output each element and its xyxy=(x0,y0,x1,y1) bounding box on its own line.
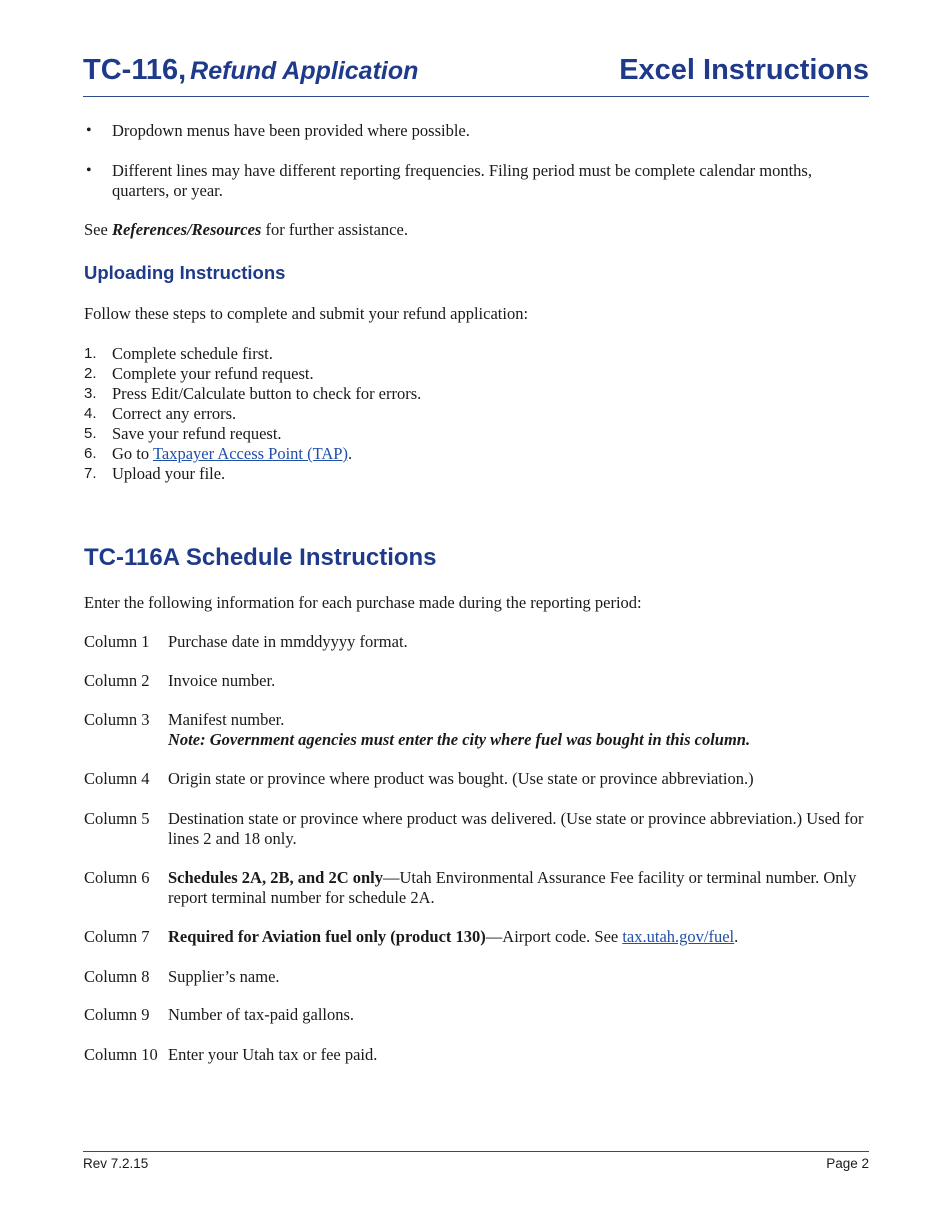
page-number: Page 2 xyxy=(826,1156,869,1171)
step-text: Complete your refund request. xyxy=(112,364,314,383)
column-description: Supplier’s name. xyxy=(168,967,280,986)
header-right-title: Excel Instructions xyxy=(619,54,869,86)
schedule-heading: TC-116A Schedule Instructions xyxy=(84,544,437,571)
step-text: Save your refund request. xyxy=(112,424,282,443)
step-suffix: . xyxy=(347,444,353,463)
step-number: 3. xyxy=(84,385,97,402)
column-label: Column 6 xyxy=(84,868,150,887)
bullet-icon: • xyxy=(86,122,92,139)
step-number: 6. xyxy=(84,445,97,462)
see-references-note xyxy=(84,220,408,240)
government-note: Note: Government agencies must enter the city where fuel was bought in this column. xyxy=(168,730,751,749)
column-description xyxy=(168,927,868,947)
step-number: 7. xyxy=(84,465,97,482)
form-title xyxy=(83,54,418,87)
step-number: 1. xyxy=(84,345,97,362)
column-description: Enter your Utah tax or fee paid. xyxy=(168,1045,378,1064)
step-text: Complete schedule first. xyxy=(112,344,273,363)
column-bold-lead: Schedules 2A, 2B, and 2C only xyxy=(168,868,384,887)
references-emphasis: References/Resources xyxy=(111,220,262,239)
step-number: 4. xyxy=(84,405,97,422)
column-description-text: —Airport code. See xyxy=(485,927,623,946)
column-description: Purchase date in mmddyyyy format. xyxy=(168,632,408,651)
column-label: Column 3 xyxy=(84,710,150,729)
column-description-text: Manifest number. xyxy=(168,710,285,729)
column-description: Destination state or province where product was delivered. (Use state or province abbreviation.) Used for lines 2 and 18 only. xyxy=(168,809,864,848)
column-description xyxy=(168,868,868,908)
page-footer xyxy=(83,1151,869,1171)
step-text xyxy=(112,444,352,464)
column-label: Column 4 xyxy=(84,769,150,788)
bullet-icon: • xyxy=(86,162,92,179)
fuel-link[interactable]: tax.utah.gov/fuel xyxy=(622,927,735,946)
step-text: Press Edit/Calculate button to check for errors. xyxy=(112,384,422,403)
step-number: 5. xyxy=(84,425,97,442)
column-label: Column 5 xyxy=(84,809,150,828)
column-label: Column 10 xyxy=(84,1045,158,1064)
see-prefix: See xyxy=(84,220,112,239)
column-suffix: . xyxy=(734,927,739,946)
step-text: Correct any errors. xyxy=(112,404,237,423)
form-id: TC-116, xyxy=(83,54,187,86)
uploading-heading: Uploading Instructions xyxy=(84,262,286,283)
column-label: Column 1 xyxy=(84,632,150,651)
column-label: Column 2 xyxy=(84,671,150,690)
page-header xyxy=(83,54,869,97)
uploading-intro: Follow these steps to complete and submit your refund application: xyxy=(84,304,529,323)
step-text: Upload your file. xyxy=(112,464,226,483)
column-description-text: —Utah Environmental Assurance Fee facility or terminal number. Only report terminal number for schedule 2A. xyxy=(168,868,857,907)
column-label: Column 7 xyxy=(84,927,150,946)
form-name: Refund Application xyxy=(190,57,419,85)
bullet-item: Dropdown menus have been provided where possible. xyxy=(112,121,470,140)
step-number: 2. xyxy=(84,365,97,382)
column-label: Column 8 xyxy=(84,967,150,986)
tap-link[interactable]: Taxpayer Access Point (TAP) xyxy=(152,444,348,463)
column-description xyxy=(168,710,868,750)
column-description: Number of tax-paid gallons. xyxy=(168,1005,355,1024)
column-description: Invoice number. xyxy=(168,671,276,690)
column-label: Column 9 xyxy=(84,1005,150,1024)
revision-label: Rev 7.2.15 xyxy=(83,1156,149,1171)
column-bold-lead: Required for Aviation fuel only (product 130) xyxy=(168,927,486,946)
see-suffix: for further assistance. xyxy=(261,220,408,239)
schedule-intro: Enter the following information for each purchase made during the reporting period: xyxy=(84,593,642,612)
bullet-item: Different lines may have different reporting frequencies. Filing period must be complete calendar months, quarters, or year. xyxy=(112,161,812,200)
step-prefix: Go to xyxy=(112,444,153,463)
column-description: Origin state or province where product was bought. (Use state or province abbreviation.) xyxy=(168,769,754,788)
